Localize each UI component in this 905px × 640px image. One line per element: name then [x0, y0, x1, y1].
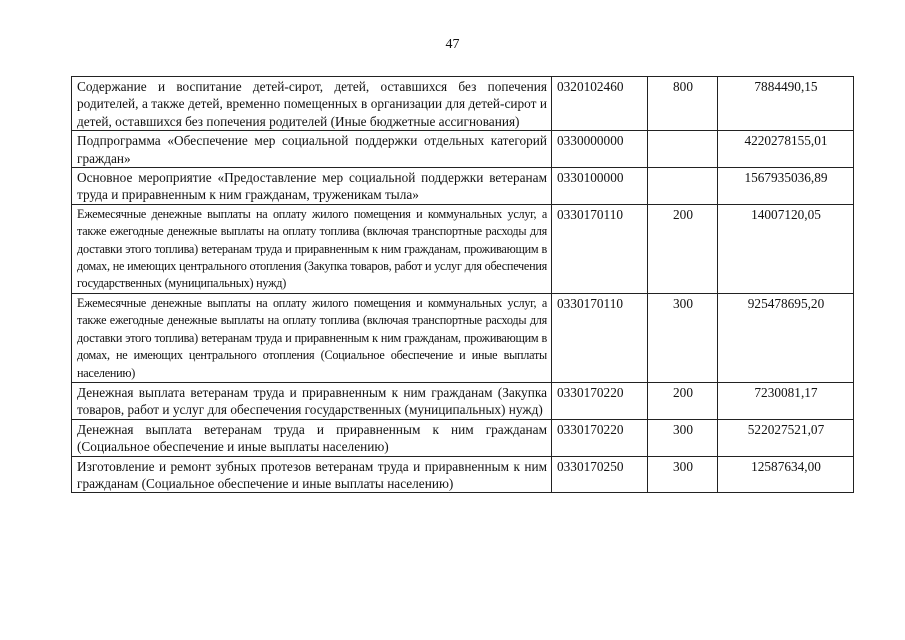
table-row [72, 293, 854, 382]
budget-table [71, 76, 854, 493]
row-name-cell: Денежная выплата ветеранам труда и приравненным к ним гражданам (Закупка товаров, работ и услуг для обеспечения государственных (муниципальных) нужд) [72, 382, 552, 419]
row-name-cell: Изготовление и ремонт зубных протезов ветеранам труда и приравненным к ним гражданам (Социальное обеспечение и иные выплаты населению) [72, 456, 552, 493]
table-row [72, 168, 854, 205]
expense-type-cell [648, 131, 718, 168]
amount-cell: 4220278155,01 [718, 131, 854, 168]
amount-cell: 522027521,07 [718, 419, 854, 456]
target-article-code-cell: 0330100000 [552, 168, 648, 205]
expense-type-cell: 300 [648, 419, 718, 456]
amount-cell: 14007120,05 [718, 204, 854, 293]
amount-cell: 7884490,15 [718, 77, 854, 131]
expense-type-cell: 200 [648, 382, 718, 419]
target-article-code-cell: 0330170220 [552, 382, 648, 419]
row-name-cell: Денежная выплата ветеранам труда и приравненным к ним гражданам (Социальное обеспечение и иные выплаты населению) [72, 419, 552, 456]
target-article-code-cell: 0320102460 [552, 77, 648, 131]
amount-cell: 925478695,20 [718, 293, 854, 382]
page-number: 47 [445, 37, 460, 52]
amount-cell: 1567935036,89 [718, 168, 854, 205]
expense-type-cell: 300 [648, 293, 718, 382]
row-name-cell: Ежемесячные денежные выплаты на оплату жилого помещения и коммунальных услуг, а также ежегодные денежные выплаты на оплату топлива (включая транспортные расходы для доставки этого топлива) ветеранам труда и приравненным к ним гражданам, проживающим в домах, не имеющих центрального отопления (Социальное обеспечение и иные выплаты населению) [72, 293, 552, 382]
expense-type-cell: 200 [648, 204, 718, 293]
table-row [72, 204, 854, 293]
table-row [72, 456, 854, 493]
row-name-cell: Содержание и воспитание детей-сирот, детей, оставшихся без попечения родителей, а также детей, временно помещенных в организации для детей-сирот и детей, оставшихся без попечения родителей (Иные бюджетные ассигнования) [72, 77, 552, 131]
amount-cell: 7230081,17 [718, 382, 854, 419]
row-name-cell: Подпрограмма «Обеспечение мер социальной поддержки отдельных категорий граждан» [72, 131, 552, 168]
table-row [72, 131, 854, 168]
target-article-code-cell: 0330170110 [552, 204, 648, 293]
table-row [72, 419, 854, 456]
row-name-cell: Ежемесячные денежные выплаты на оплату жилого помещения и коммунальных услуг, а также ежегодные денежные выплаты на оплату топлива (включая транспортные расходы для доставки этого топлива) ветеранам труда и приравненным к ним гражданам, проживающим в домах, не имеющих центрального отопления (Закупка товаров, работ и услуг для обеспечения государственных (муниципальных) нужд) [72, 204, 552, 293]
expense-type-cell [648, 168, 718, 205]
expense-type-cell: 800 [648, 77, 718, 131]
target-article-code-cell: 0330170250 [552, 456, 648, 493]
table-row [72, 382, 854, 419]
table-row [72, 77, 854, 131]
expense-type-cell: 300 [648, 456, 718, 493]
target-article-code-cell: 0330170220 [552, 419, 648, 456]
row-name-cell: Основное мероприятие «Предоставление мер социальной поддержки ветеранам труда и приравненным к ним гражданам, труженикам тыла» [72, 168, 552, 205]
target-article-code-cell: 0330000000 [552, 131, 648, 168]
target-article-code-cell: 0330170110 [552, 293, 648, 382]
amount-cell: 12587634,00 [718, 456, 854, 493]
